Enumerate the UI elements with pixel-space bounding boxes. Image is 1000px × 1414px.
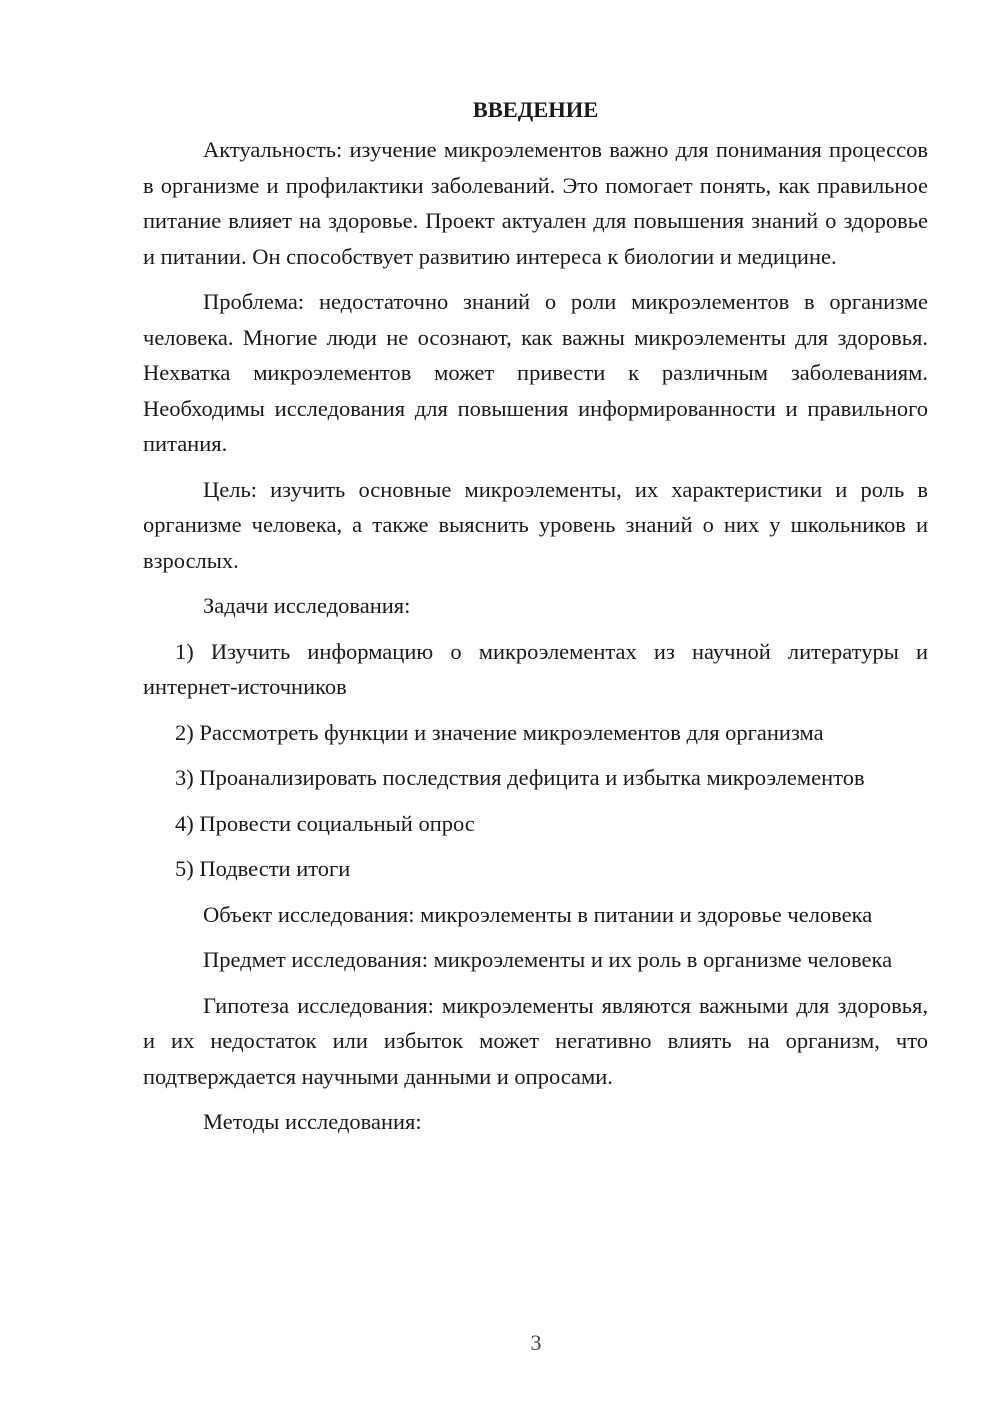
task-item-1: 1) Изучить информацию о микроэлементах из научной литературы и интернет-источников	[143, 638, 928, 699]
page-number: 3	[530, 1330, 542, 1355]
tasks-title: Задачи исследования:	[203, 593, 411, 618]
task-item-3: 3) Проанализировать последствия дефицита и избытка микроэлементов	[175, 765, 865, 790]
goal-paragraph: Цель: изучить основные микроэлементы, их характеристики и роль в организме человека, а также выяснить уровень знаний о них у школьников и взрослых.	[143, 476, 928, 573]
subject-paragraph: Предмет исследования: микроэлементы и их роль в организме человека	[203, 947, 893, 972]
task-item-4: 4) Провести социальный опрос	[175, 810, 475, 836]
hypothesis-paragraph: Гипотеза исследования: микроэлементы являются важными для здоровья, и их недостаток или избыток может негативно влиять на организм, что подтверждается научными данными и опросами.	[143, 992, 928, 1089]
section-heading: ВВЕДЕНИЕ	[472, 97, 599, 122]
task-item-5: 5) Подвести итоги	[175, 856, 351, 881]
object-paragraph: Объект исследования: микроэлементы в питании и здоровье человека	[203, 901, 873, 927]
relevance-paragraph: Актуальность: изучение микроэлементов важно для понимания процессов в организме и профилактики заболеваний. Это помогает понять, как правильное питание влияет на здоровье. Проект актуален для повышения знаний о здоровье и питании. Он способствует развитию интереса к биологии и медицине.	[143, 137, 928, 269]
methods-title: Методы исследования:	[203, 1109, 422, 1134]
task-item-2: 2) Рассмотреть функции и значение микроэлементов для организма	[175, 719, 824, 745]
document-body	[143, 92, 928, 1150]
problem-paragraph: Проблема: недостаточно знаний о роли микроэлементов в организме человека. Многие люди не осознают, как важны микроэлементы для здоровья. Нехватка микроэлементов может привести к различным заболеваниям. Необходимы исследования для повышения информированности и правильного питания.	[143, 289, 928, 456]
